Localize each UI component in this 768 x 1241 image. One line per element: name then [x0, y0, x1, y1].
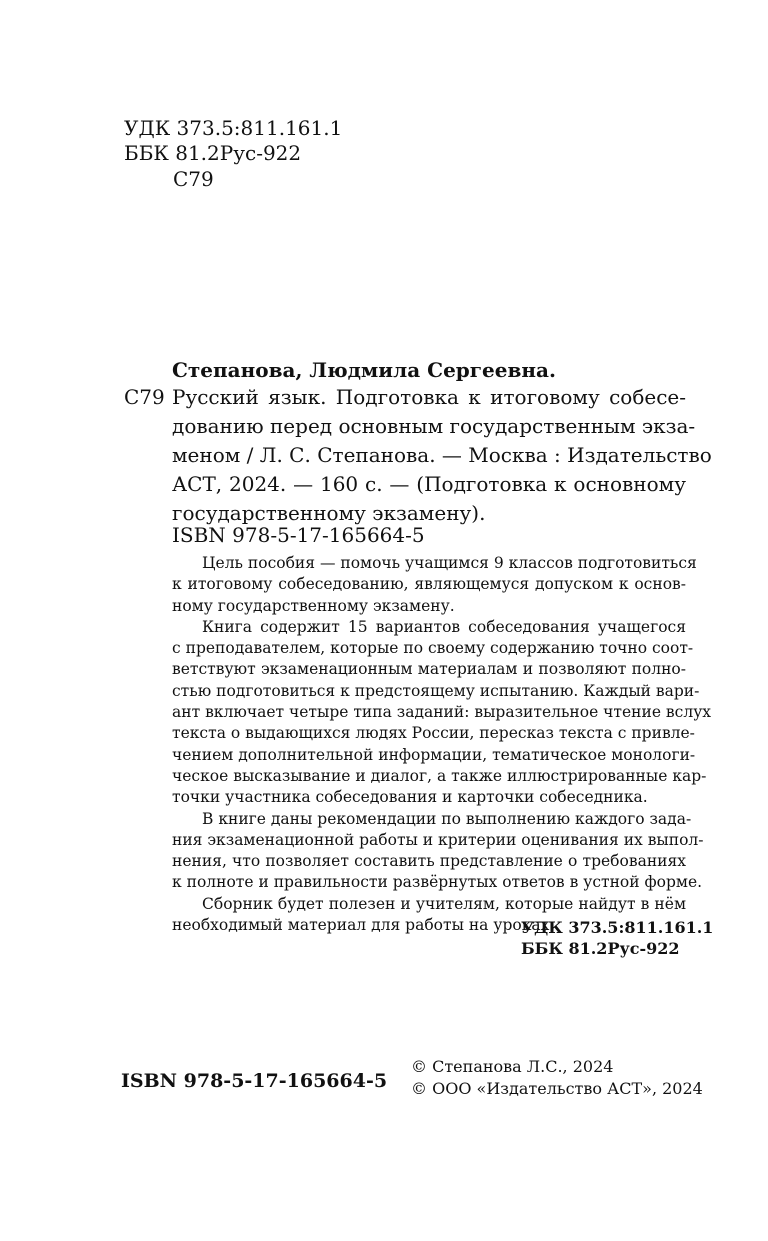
author-mark-card: С79: [124, 385, 165, 409]
annotation-line: с преподавателем, которые по своему содержанию точно соот-: [172, 639, 694, 658]
udk-code-top: УДК 373.5:811.161.1: [124, 116, 343, 140]
copyright-author: © Степанова Л.С., 2024: [411, 1057, 614, 1076]
udk-code-bottom: УДК 373.5:811.161.1: [521, 918, 714, 937]
annotation-line: ния экзаменационной работы и критерии оценивания их выпол-: [172, 830, 704, 849]
description-line: Русский язык. Подготовка к итоговому собесе-: [172, 385, 686, 409]
isbn-footer: ISBN 978-5-17-165664-5: [121, 1070, 388, 1092]
annotation-line: Сборник будет полезен и учителям, которые найдут в нём: [202, 894, 686, 913]
annotation-line: стью подготовиться к предстоящему испытанию. Каждый вари-: [172, 681, 700, 700]
annotation-line: Цель пособия — помочь учащимся 9 классов подготовиться: [202, 554, 697, 572]
annotation-line: текста о выдающихся людях России, пересказ текста с привле-: [172, 724, 695, 743]
annotation-line: точки участника собеседования и карточки собеседника.: [172, 788, 648, 807]
annotation-line: ант включает четыре типа заданий: выразительное чтение вслух: [172, 703, 712, 722]
annotation-line: ветствуют экзаменационным материалам и позволяют полно-: [172, 660, 686, 679]
annotation-line: ному государственному экзамену.: [172, 596, 455, 615]
annotation-line: ческое высказывание и диалог, а также иллюстрированные кар-: [172, 766, 707, 785]
isbn-card: ISBN 978-5-17-165664-5: [172, 523, 425, 547]
bbk-code-bottom: ББК 81.2Рус-922: [521, 939, 680, 958]
description-line: АСТ, 2024. — 160 с. — (Подготовка к основному: [172, 472, 686, 496]
author-mark-top: С79: [173, 167, 214, 191]
annotation-line: к полноте и правильности развёрнутых ответов в устной форме.: [172, 873, 703, 892]
annotation-line: Книга содержит 15 вариантов собеседования учащегося: [202, 617, 686, 636]
description-line: дованию перед основным государственным экза-: [172, 414, 696, 438]
annotation-line: к итоговому собеседованию, являющемуся допуском к основ-: [172, 575, 686, 594]
annotation-line: чением дополнительной информации, тематическое монологи-: [172, 745, 696, 764]
copyright-publisher: © ООО «Издательство АСТ», 2024: [411, 1079, 703, 1098]
author-heading: Степанова, Людмила Сергеевна.: [172, 358, 556, 382]
description-line: меном / Л. С. Степанова. — Москва : Издательство: [172, 443, 712, 467]
bibliographic-description: [172, 383, 712, 528]
bbk-code-top: ББК 81.2Рус-922: [124, 141, 302, 165]
annotation: [172, 553, 712, 936]
annotation-line: В книге даны рекомендации по выполнению каждого зада-: [202, 809, 692, 828]
description-line: государственному экзамену).: [172, 501, 486, 525]
annotation-line: необходимый материал для работы на уроках.: [172, 916, 555, 935]
annotation-line: нения, что позволяет составить представление о требованиях: [172, 852, 686, 871]
